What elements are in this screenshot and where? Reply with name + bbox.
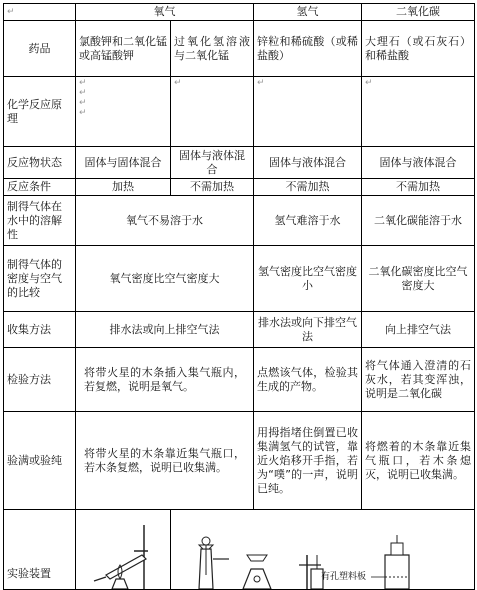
row-density [4,246,475,312]
density-oxygen: 氧气密度比空气密度大 [76,246,254,312]
principle-hydrogen: ↵ [254,77,362,147]
test-carbon-dioxide: 将气体通入澄清的石灰水，若其变浑浊，说明是二氧化碳 [362,348,475,412]
row-test [4,348,475,412]
row-condition [4,179,475,196]
condition-oxygen-b: 不需加热 [171,179,254,196]
row-label-condition: 反应条件 [4,179,76,196]
row-solubility [4,196,475,246]
row-apparatus [4,510,475,590]
header-carbon-dioxide: 二氧化碳 [362,4,475,21]
row-label-collect: 收集方法 [4,312,76,348]
header-hydrogen: 氢气 [254,4,362,21]
test-hydrogen: 点燃该气体，检验其生成的产物。 [254,348,362,412]
row-label-principle: 化学反应原理 [4,77,76,147]
density-hydrogen: 氢气密度比空气密度小 [254,246,362,312]
heating-apparatus-drawing [76,515,168,589]
state-oxygen-b: 固体与液体混合 [171,147,254,179]
test-oxygen: 将带火星的木条插入集气瓶内，若复燃，说明是氧气。 [76,348,254,412]
row-label-full: 验满或验纯 [4,412,76,510]
state-oxygen-a: 固体与固体混合 [76,147,171,179]
row-label-solubility: 制得气体在水中的溶解性 [4,196,76,246]
row-label-test: 检验方法 [4,348,76,412]
full-oxygen: 将带火星的木条靠近集气瓶口，若木条复燃，说明已收集满。 [76,412,254,510]
reagents-hydrogen: 锌粒和稀硫酸（或稀盐酸） [254,21,362,77]
row-reagents [4,21,475,77]
state-carbon-dioxide: 固体与液体混合 [362,147,475,179]
row-label-apparatus: 实验装置 [4,510,76,590]
liquid-solid-apparatus-drawing [171,515,473,589]
collect-oxygen: 排水法或向上排空气法 [76,312,254,348]
plate-label: 有孔塑料板 [321,572,367,582]
density-carbon-dioxide: 二氧化碳密度比空气密度大 [362,246,475,312]
solubility-hydrogen: 氢气难溶于水 [254,196,362,246]
condition-hydrogen: 不需加热 [254,179,362,196]
solubility-carbon-dioxide: 二氧化碳能溶于水 [362,196,475,246]
apparatus-oxygen-heating [76,510,171,590]
header-row [4,4,475,21]
row-collect [4,312,475,348]
full-carbon-dioxide: 将燃着的木条靠近集气瓶口，若木条熄灭，说明已收集满。 [362,412,475,510]
collect-hydrogen: 排水法或向下排空气法 [254,312,362,348]
principle-oxygen-a: ↵ ↵ ↵ ↵ [76,77,171,147]
collect-carbon-dioxide: 向上排空气法 [362,312,475,348]
row-state [4,147,475,179]
state-hydrogen: 固体与液体混合 [254,147,362,179]
row-principle [4,77,475,147]
row-label-density: 制得气体的密度与空气的比较 [4,246,76,312]
row-label-state: 反应物状态 [4,147,76,179]
condition-oxygen-a: 加热 [76,179,171,196]
full-hydrogen: 用拇指堵住倒置已收集满氢气的试管，靠近火焰移开手指，若为“噗”的一声，说明已纯。 [254,412,362,510]
principle-carbon-dioxide: ↵ [362,77,475,147]
gas-preparation-table [3,3,475,590]
reagents-oxygen-kclo3: 氯酸钾和二氧化锰或高锰酸钾 [76,21,171,77]
reagents-carbon-dioxide: 大理石（或石灰石）和稀盐酸 [362,21,475,77]
reagents-oxygen-h2o2: 过氧化氢溶液与二氧化锰 [171,21,254,77]
apparatus-liquid-solid [171,510,475,590]
solubility-oxygen: 氧气不易溶于水 [76,196,254,246]
condition-carbon-dioxide: 不需加热 [362,179,475,196]
corner-cell: ↵ [4,4,76,21]
row-full [4,412,475,510]
principle-oxygen-b: ↵ [171,77,254,147]
header-oxygen: 氧气 [76,4,254,21]
row-label-reagents: 药品 [4,21,76,77]
